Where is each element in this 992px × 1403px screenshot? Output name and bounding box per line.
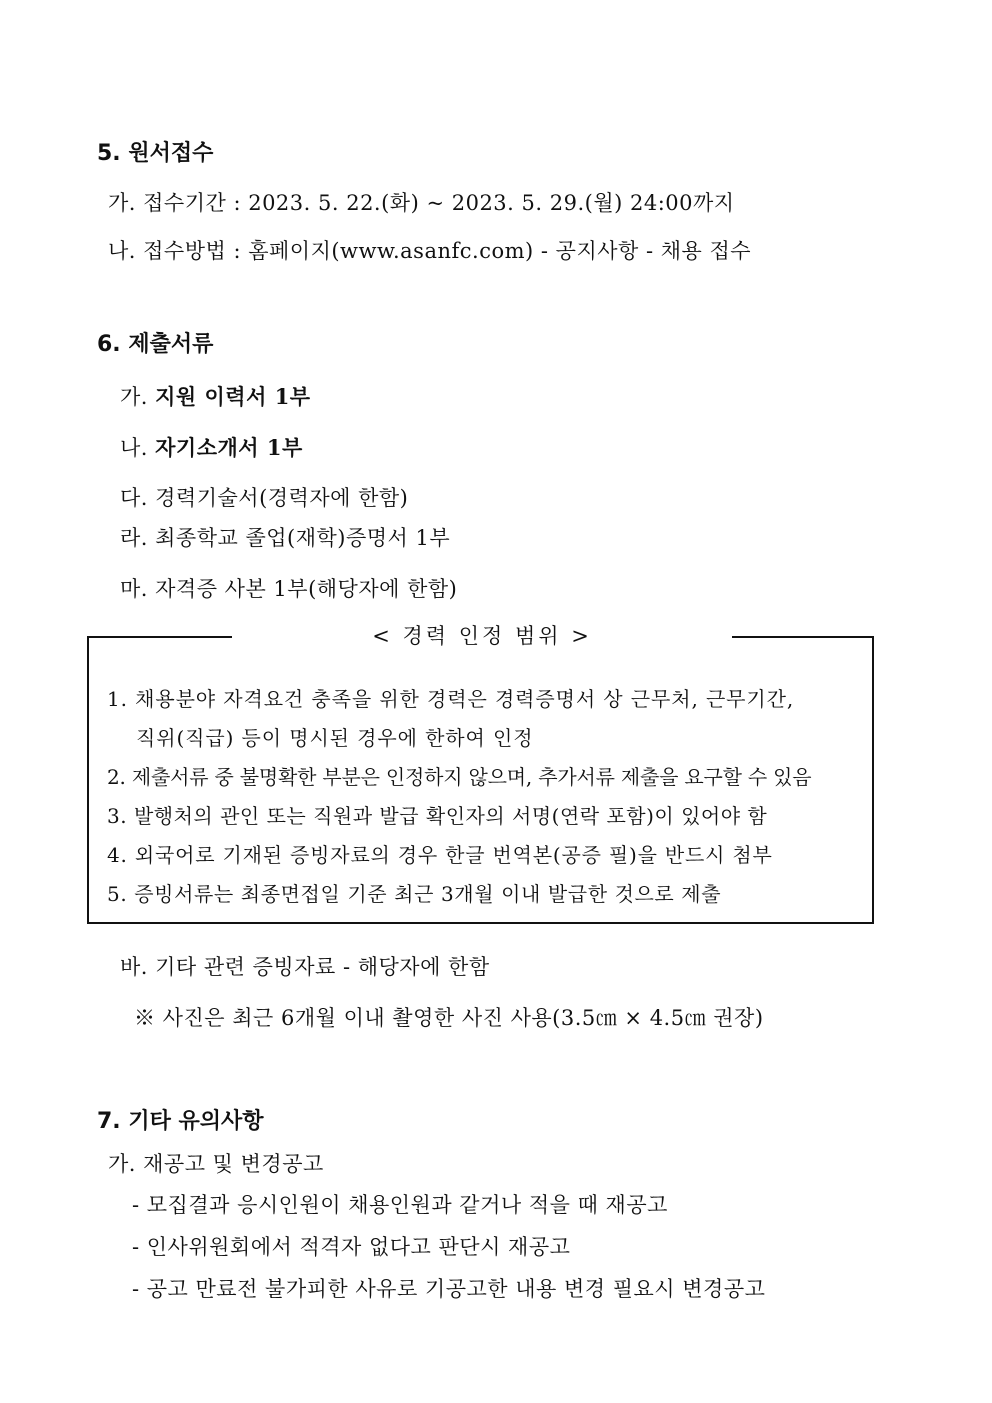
section-5-item-period: 가. 접수기간 : 2023. 5. 22.(화) ~ 2023. 5. 29.(월) 24:00까지 bbox=[108, 191, 735, 215]
career-recognition-title: < 경력 인정 범위 > bbox=[232, 618, 732, 654]
section-5-item-method: 나. 접수방법 : 홈페이지(www.asanfc.com) - 공지사항 - 채용 접수 bbox=[108, 239, 752, 263]
career-rule-4: 4. 외국어로 기재된 증빙자료의 경우 한글 번역본(공증 필)을 반드시 첨부 bbox=[107, 843, 773, 867]
career-rule-2: 2. 제출서류 중 불명확한 부분은 인정하지 않으며, 추가서류 제출을 요구할 수 있음 bbox=[107, 765, 812, 789]
document-item-prefix: 다. bbox=[120, 486, 156, 510]
section-7-title: 7. 기타 유의사항 bbox=[97, 1109, 264, 1134]
section-7-item-readvertise: 가. 재공고 및 변경공고 bbox=[108, 1152, 324, 1176]
document-item-certificate bbox=[120, 574, 457, 604]
document-item-text: 자기소개서 1부 bbox=[155, 435, 303, 460]
document-item-diploma bbox=[120, 523, 450, 553]
section-7-bullet-2: - 인사위원회에서 적격자 없다고 판단시 재공고 bbox=[132, 1235, 571, 1259]
document-item-prefix: 라. bbox=[120, 526, 156, 550]
section-7-bullet-1: - 모집결과 응시인원이 채용인원과 같거나 적을 때 재공고 bbox=[132, 1193, 668, 1217]
section-7-bullet-3: - 공고 만료전 불가피한 사유로 기공고한 내용 변경 필요시 변경공고 bbox=[132, 1277, 766, 1301]
document-item-prefix: 나. bbox=[120, 436, 156, 460]
document-item-text: 자격증 사본 1부(해당자에 한함) bbox=[155, 577, 458, 601]
document-item-text: 경력기술서(경력자에 한함) bbox=[155, 486, 409, 510]
document-item-prefix: 마. bbox=[120, 577, 156, 601]
document-item-prefix: 가. bbox=[120, 385, 156, 409]
career-rule-5: 5. 증빙서류는 최종면접일 기준 최근 3개월 이내 발급한 것으로 제출 bbox=[107, 882, 722, 906]
photo-note: ※ 사진은 최근 6개월 이내 촬영한 사진 사용(3.5㎝ × 4.5㎝ 권장) bbox=[134, 1006, 764, 1030]
career-rule-1-cont: 직위(직급) 등이 명시된 경우에 한하여 인정 bbox=[136, 726, 534, 750]
career-rule-3: 3. 발행처의 관인 또는 직원과 발급 확인자의 서명(연락 포함)이 있어야 함 bbox=[107, 804, 768, 828]
document-item-text: 최종학교 졸업(재학)증명서 1부 bbox=[155, 526, 451, 550]
career-rule-1: 1. 채용분야 자격요건 충족을 위한 경력은 경력증명서 상 근무처, 근무기간, bbox=[107, 687, 795, 711]
document-item-resume bbox=[120, 382, 311, 412]
section-5-title: 5. 원서접수 bbox=[97, 141, 214, 166]
document-item-career bbox=[120, 483, 408, 513]
document-item-self-intro bbox=[120, 433, 303, 463]
document-item-text: 지원 이력서 1부 bbox=[155, 384, 311, 409]
section-6-title: 6. 제출서류 bbox=[97, 332, 214, 357]
document-item-other-evidence: 바. 기타 관련 증빙자료 - 해당자에 한함 bbox=[120, 955, 490, 979]
